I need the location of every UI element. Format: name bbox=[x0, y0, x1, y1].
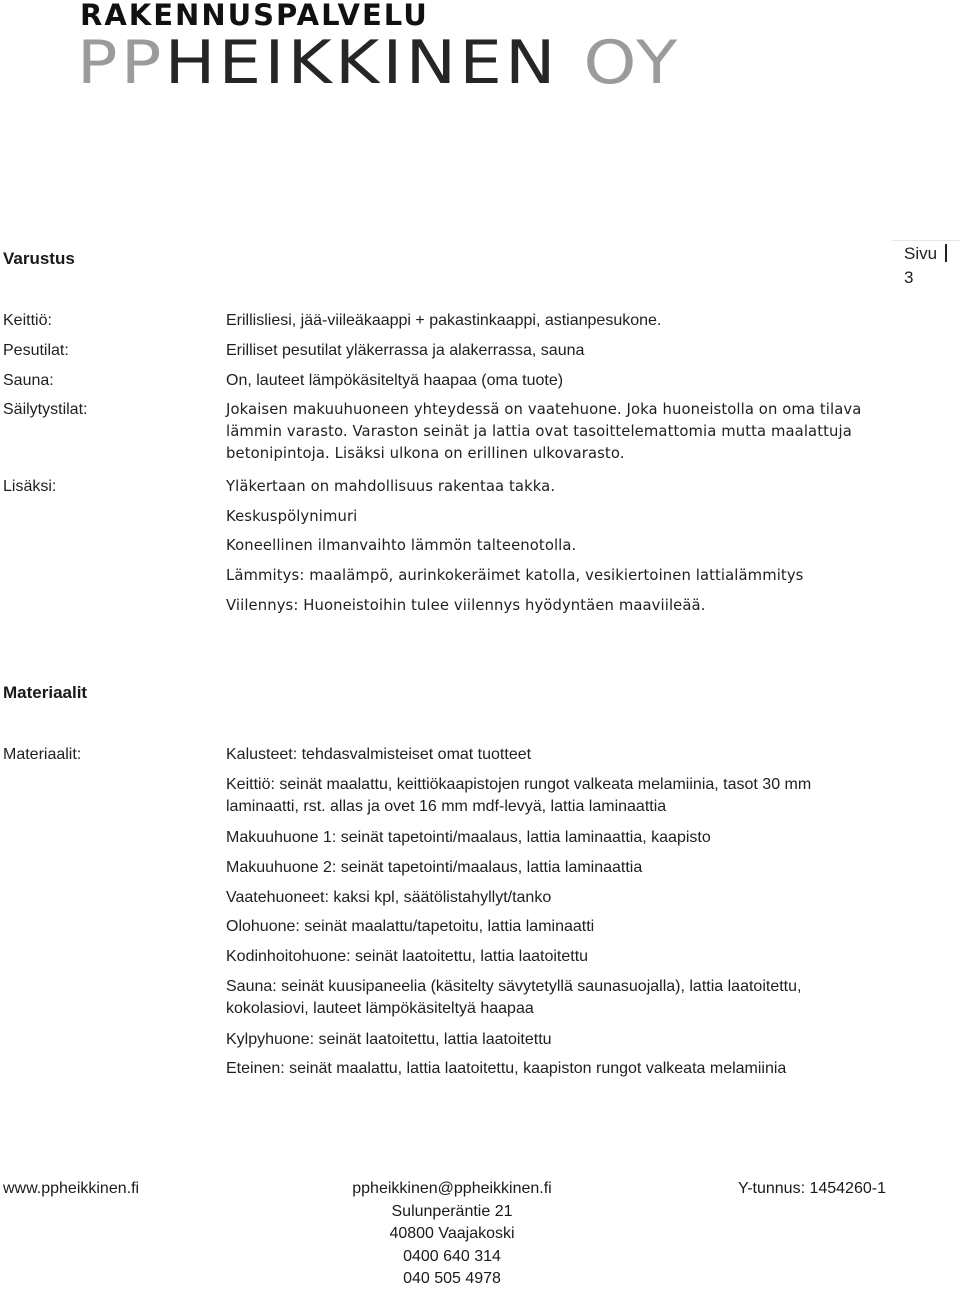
footer-phone-2: 040 505 4978 bbox=[403, 1270, 501, 1287]
logo-part-heikkinen: HEIKKINEN bbox=[164, 28, 559, 98]
logo-company-name bbox=[77, 28, 681, 98]
page-number-label: Sivu bbox=[904, 244, 938, 263]
equipment-value: Jokaisen makuuhuoneen yhteydessä on vaatehuone. Joka huoneistolla on oma tilava lämmin varasto. Varaston seinät ja lattia ovat tasoittelemattomia mutta maalattuja betonipintoja. Lisäksi ulkona on erillinen ulkovarasto. bbox=[226, 401, 862, 462]
equipment-value: Viilennys: Huoneistoihin tulee viilennys hyödyntäen maaviileää. bbox=[226, 597, 706, 614]
materials-label: Materiaalit: bbox=[3, 746, 82, 763]
equipment-label: Säilytystilat: bbox=[3, 401, 88, 418]
equipment-value: Yläkertaan on mahdollisuus rakentaa takka. bbox=[226, 478, 556, 495]
page-number bbox=[904, 242, 960, 290]
equipment-value: On, lauteet lämpökäsiteltyä haapaa (oma tuote) bbox=[226, 372, 564, 389]
materials-item: Eteinen: seinät maalattu, lattia laatoitettu, kaapiston rungot valkeata melamiinia bbox=[226, 1060, 787, 1077]
equipment-value: Keskuspölynimuri bbox=[226, 508, 358, 525]
logo-top-text: RAKENNUSPALVELU bbox=[80, 0, 429, 32]
page-number-value: 3 bbox=[904, 268, 914, 287]
company-logo bbox=[77, 0, 780, 100]
materials-item: Kodinhoitohuone: seinät laatoitettu, lattia laatoitettu bbox=[226, 948, 589, 965]
materials-item: Olohuone: seinät maalattu/tapetoitu, lattia laminaatti bbox=[226, 918, 595, 935]
footer-phone-1: 0400 640 314 bbox=[403, 1247, 501, 1265]
footer-postal: 40800 Vaajakoski bbox=[389, 1225, 515, 1242]
footer-email-link[interactable]: ppheikkinen@ppheikkinen.fi bbox=[352, 1180, 552, 1197]
equipment-value: Lämmitys: maalämpö, aurinkokeräimet katolla, vesikiertoinen lattialämmitys bbox=[226, 567, 804, 584]
materials-item: Kalusteet: tehdasvalmisteiset omat tuotteet bbox=[226, 746, 532, 763]
equipment-label: Lisäksi: bbox=[3, 478, 57, 495]
materials-item: Vaatehuoneet: kaksi kpl, säätölistahyllyt/tanko bbox=[226, 889, 552, 906]
footer-contact-block bbox=[342, 1178, 562, 1291]
equipment-label: Sauna: bbox=[3, 372, 54, 389]
footer-street: Sulunperäntie 21 bbox=[391, 1202, 513, 1220]
materials-item: Sauna: seinät kuusipaneelia (käsitelty sävytetyllä saunasuojalla), lattia laatoitettu, kokolasiovi, lauteet lämpökäsiteltyä haapaa bbox=[226, 978, 802, 1017]
page-number-divider bbox=[945, 244, 947, 262]
section-title-materiaalit: Materiaalit bbox=[3, 683, 88, 702]
equipment-value: Erillisliesi, jää-viileäkaappi + pakastinkaappi, astianpesukone. bbox=[226, 312, 662, 329]
footer-website-link[interactable]: www.ppheikkinen.fi bbox=[3, 1180, 140, 1197]
equipment-value: Erilliset pesutilat yläkerrassa ja alakerrassa, sauna bbox=[226, 342, 585, 359]
equipment-label: Keittiö: bbox=[3, 312, 52, 329]
materials-item: Keittiö: seinät maalattu, keittiökaapistojen rungot valkeata melamiinia, tasot 30 mm laminaatti, rst. allas ja ovet 16 mm mdf-levyä, lattia laminaattia bbox=[226, 776, 812, 815]
logo-part-oy: OY bbox=[558, 28, 681, 98]
logo-part-pp: PP bbox=[77, 28, 165, 98]
footer-business-id: Y-tunnus: 1454260-1 bbox=[738, 1180, 886, 1197]
materials-item: Makuuhuone 2: seinät tapetointi/maalaus, lattia laminaattia bbox=[226, 859, 643, 876]
equipment-label: Pesutilat: bbox=[3, 342, 69, 359]
materials-item: Makuuhuone 1: seinät tapetointi/maalaus, lattia laminaattia, kaapisto bbox=[226, 829, 711, 846]
materials-item: Kylpyhuone: seinät laatoitettu, lattia laatoitettu bbox=[226, 1031, 552, 1048]
section-title-varustus: Varustus bbox=[3, 249, 75, 268]
equipment-value: Koneellinen ilmanvaihto lämmön talteenotolla. bbox=[226, 537, 577, 554]
